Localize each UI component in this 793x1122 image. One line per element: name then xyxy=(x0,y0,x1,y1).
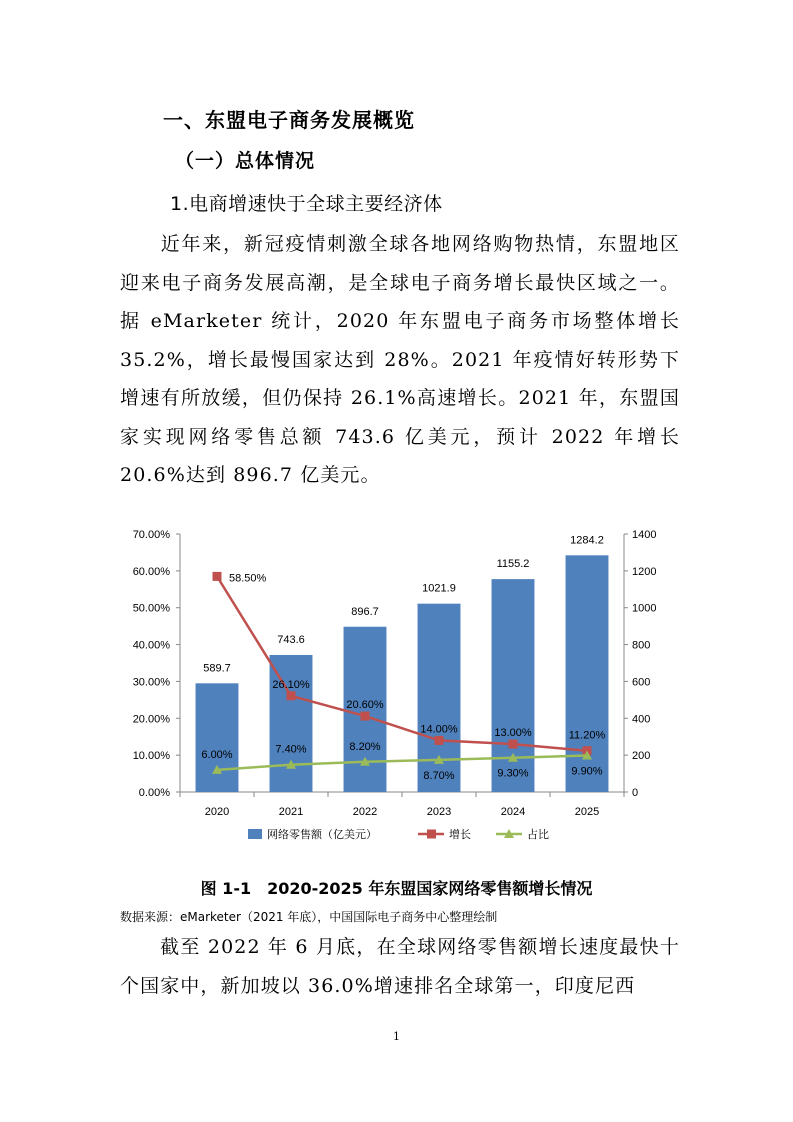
right-axis-tick-label: 400 xyxy=(632,713,651,726)
bar-2020 xyxy=(196,683,239,792)
growth-point-2021 xyxy=(287,691,296,700)
bar-data-label: 743.6 xyxy=(277,633,305,646)
bar-data-label: 1021.9 xyxy=(422,582,456,595)
growth-data-label: 26.10% xyxy=(272,678,310,691)
growth-data-label: 58.50% xyxy=(229,572,267,585)
growth-point-2023 xyxy=(435,736,444,745)
left-axis-tick-label: 70.00% xyxy=(132,529,170,541)
bar-data-label: 896.7 xyxy=(351,605,379,618)
right-axis-tick-label: 800 xyxy=(632,639,651,652)
right-axis-tick-label: 200 xyxy=(632,750,651,763)
x-axis-tick-label: 2025 xyxy=(574,806,600,818)
paragraph-2-text: 截至 2022 年 6 月底，在全球网络零售额增长速度最快十个国家中，新加坡以 36.0%增速排名全球第一，印度尼西 xyxy=(120,936,680,997)
paragraph-1-text: 近年来，新冠疫情刺激全球各地网络购物热情，东盟地区迎来电子商务发展高潮，是全球电子商务增长最快区域之一。据 eMarketer 统计，2020 年东盟电子商务市场整体增长 35.2%，增长最慢国家达到 28%。2021 年疫情好转形势下增速有所放缓，但仍保持 26.1%高速增长。2021 年，东盟国家实现网络零售总额 743.6 亿美元，预计 2022 年增长 20.6%达到 896.7 亿美元。 xyxy=(120,233,680,486)
share-data-label: 8.70% xyxy=(423,769,455,782)
left-axis-tick-label: 10.00% xyxy=(132,750,170,763)
bar-data-label: 1155.2 xyxy=(496,558,530,571)
growth-point-2020 xyxy=(213,572,222,581)
growth-point-2024 xyxy=(509,740,518,749)
chart-svg xyxy=(118,522,678,852)
growth-data-label: 13.00% xyxy=(494,727,532,740)
left-axis-tick-label: 30.00% xyxy=(132,676,170,689)
share-data-label: 9.30% xyxy=(497,767,529,780)
right-axis-tick-label: 1000 xyxy=(632,602,657,615)
legend-growth-marker xyxy=(427,830,436,839)
share-data-label: 7.40% xyxy=(275,743,307,756)
growth-data-label: 20.60% xyxy=(346,699,384,712)
left-axis-tick-label: 60.00% xyxy=(132,565,170,578)
x-axis-tick-label: 2024 xyxy=(500,806,526,818)
left-axis-tick-label: 0.00% xyxy=(138,787,170,799)
growth-data-label: 11.20% xyxy=(568,729,606,742)
data-source-note: 数据来源：eMarketer（2021 年底），中国国际电子商务中心整理绘制 xyxy=(120,910,498,924)
legend-bar-swatch xyxy=(248,829,262,839)
right-axis-tick-label: 1400 xyxy=(632,529,657,541)
figure-caption: 图 1-1 2020-2025 年东盟国家网络零售额增长情况 xyxy=(200,879,593,898)
growth-data-label: 14.00% xyxy=(420,723,458,736)
share-data-label: 6.00% xyxy=(201,748,233,761)
right-axis-tick-label: 0 xyxy=(632,787,639,799)
subsection-heading: （一）总体情况 xyxy=(175,150,316,172)
left-axis-tick-label: 20.00% xyxy=(132,713,170,726)
body-paragraph-2 xyxy=(120,928,680,1005)
bar-data-label: 1284.2 xyxy=(570,534,604,547)
x-axis-tick-label: 2020 xyxy=(204,806,230,818)
left-axis-tick-label: 40.00% xyxy=(132,639,170,652)
x-axis-tick-label: 2023 xyxy=(426,806,452,818)
left-axis-tick-label: 50.00% xyxy=(132,602,170,615)
section-heading: 一、东盟电子商务发展概览 xyxy=(163,108,415,132)
legend-growth-label: 增长 xyxy=(449,829,471,841)
share-data-label: 9.90% xyxy=(571,765,603,778)
topic-heading: 1.电商增速快于全球主要经济体 xyxy=(170,193,443,215)
page-number: 1 xyxy=(393,1030,400,1043)
x-axis-tick-label: 2022 xyxy=(352,806,378,818)
body-paragraph-1 xyxy=(120,225,680,495)
bar-2021 xyxy=(270,655,313,792)
share-data-label: 8.20% xyxy=(349,740,381,753)
legend-bar-label: 网络零售额（亿美元） xyxy=(267,829,377,841)
growth-point-2022 xyxy=(361,712,370,721)
bar-data-label: 589.7 xyxy=(203,662,231,675)
right-axis-tick-label: 600 xyxy=(632,676,651,689)
right-axis-tick-label: 1200 xyxy=(632,565,657,578)
legend-share-label: 占比 xyxy=(527,829,549,841)
retail-growth-chart xyxy=(118,522,678,852)
x-axis-tick-label: 2021 xyxy=(278,806,304,818)
